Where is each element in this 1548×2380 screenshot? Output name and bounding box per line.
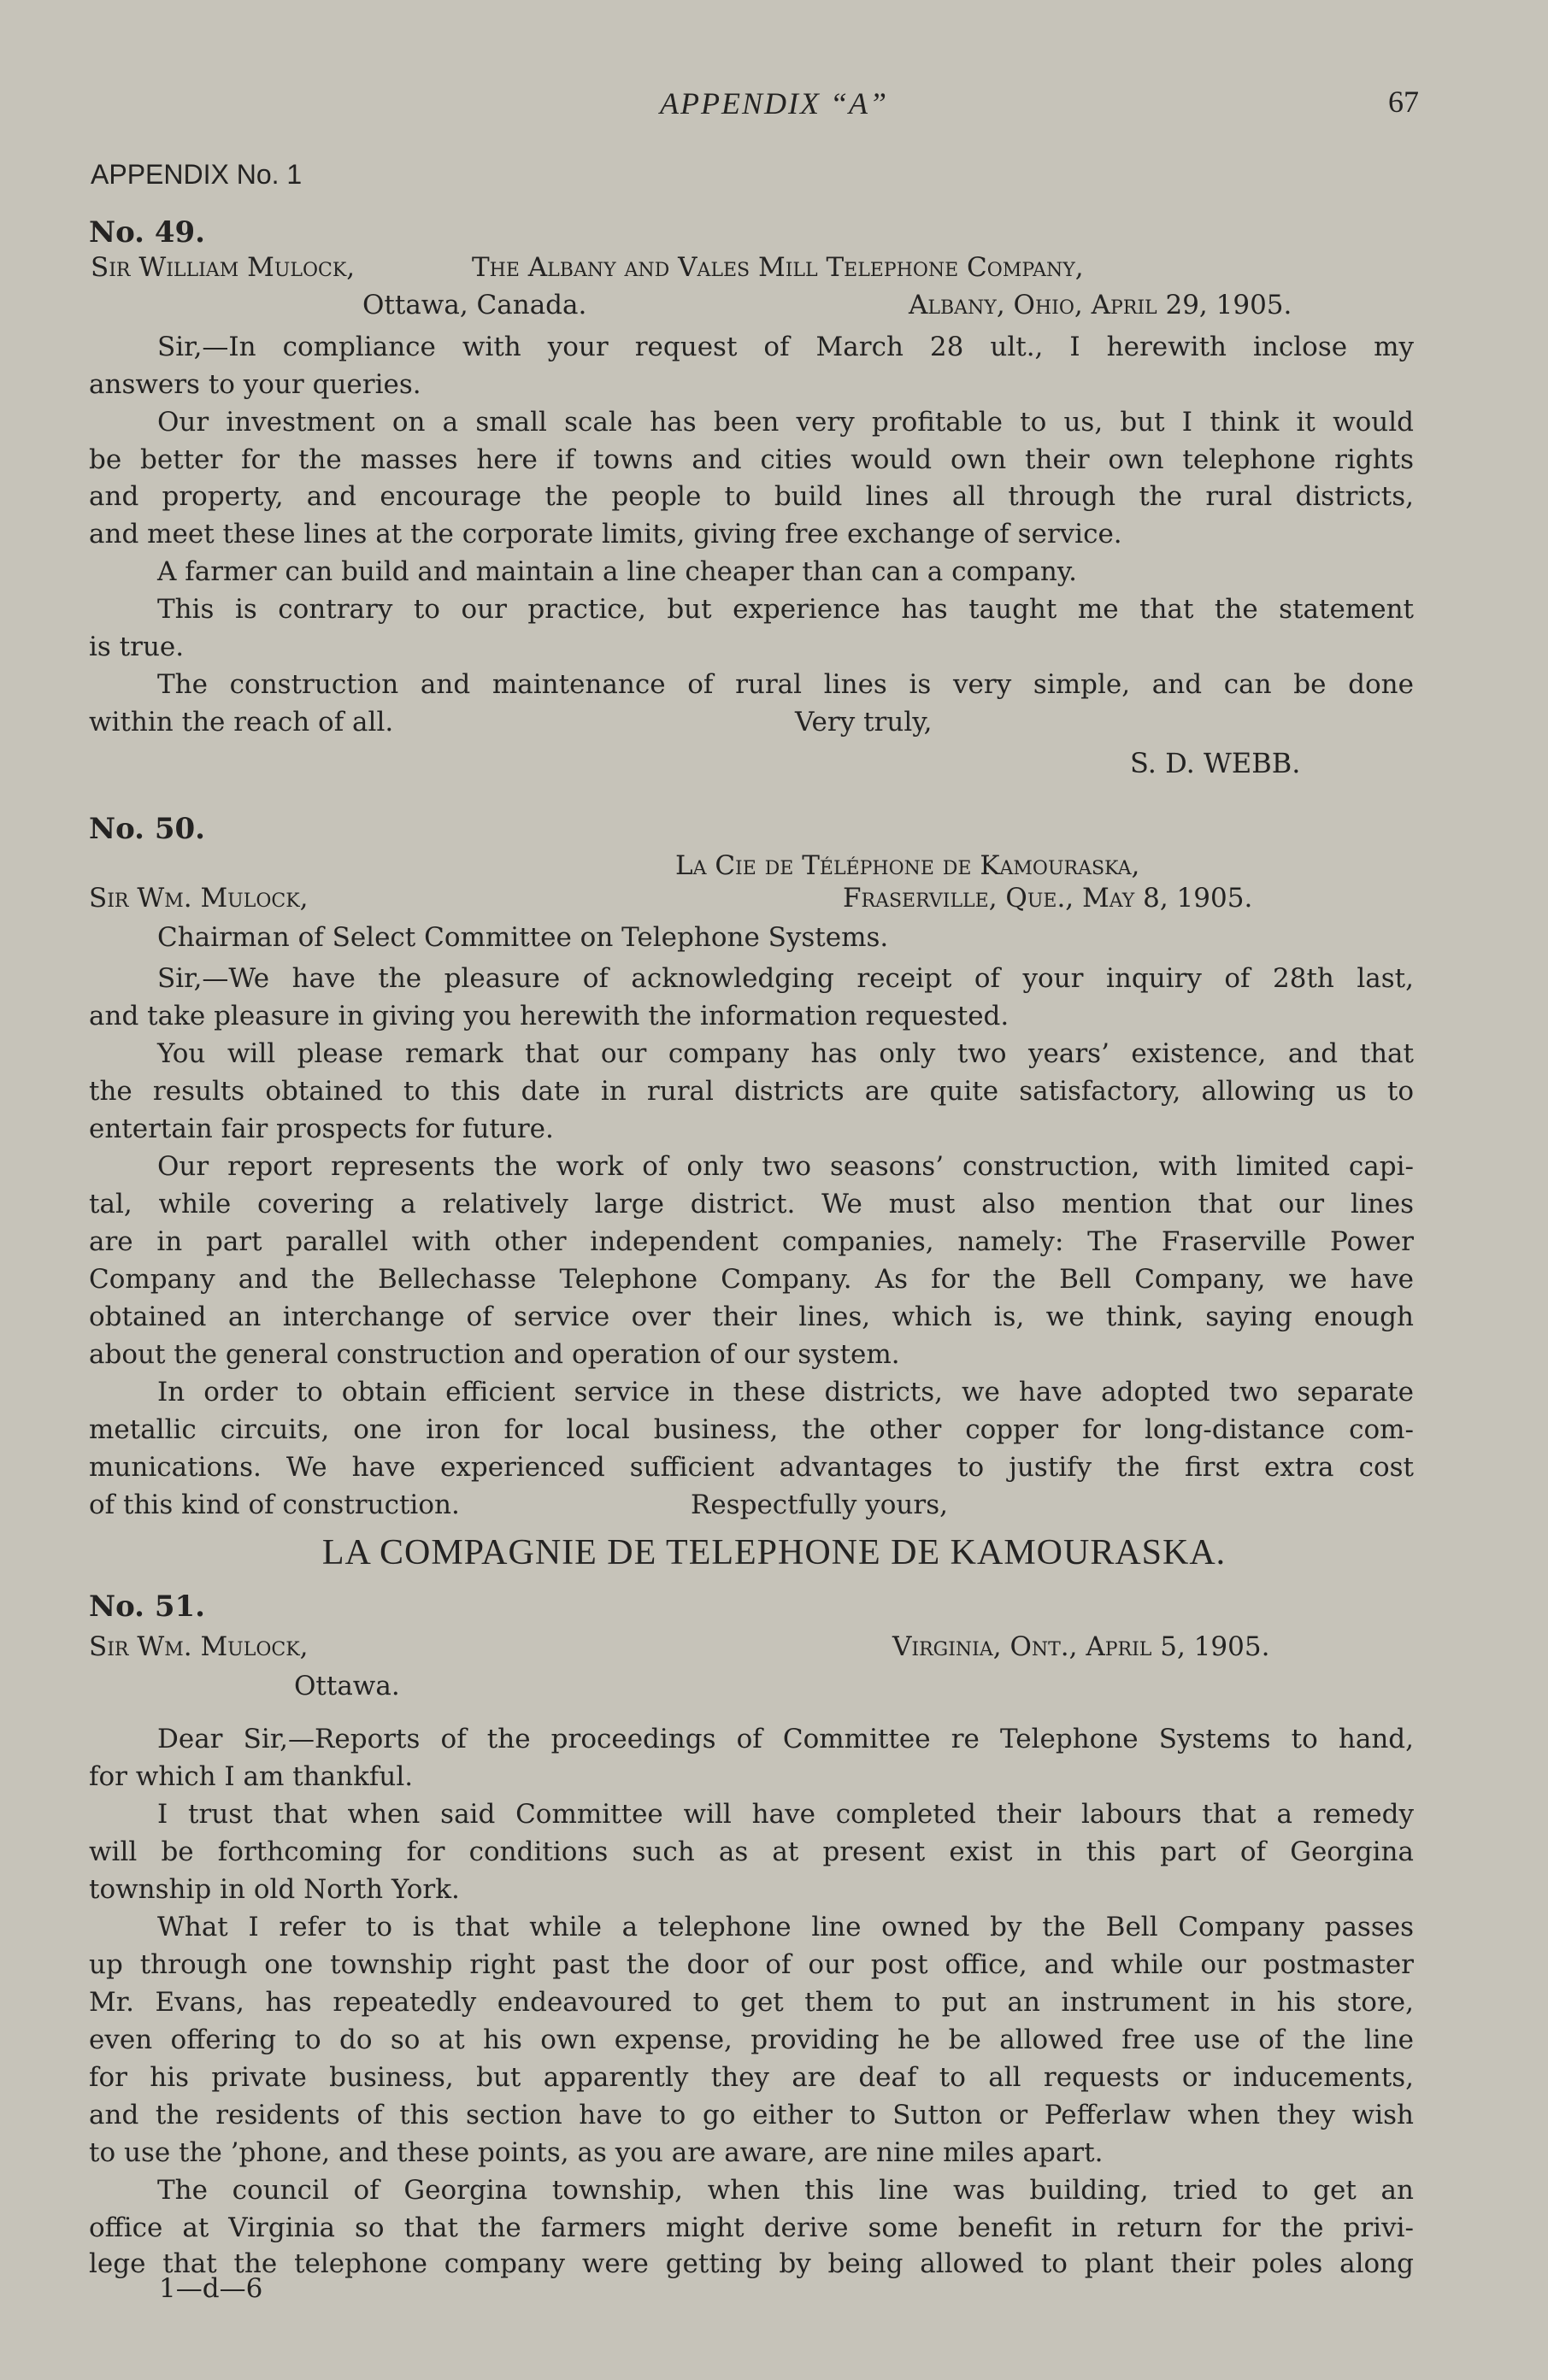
letter-50-line: Our report represents the work of only two seasons’ construction, with limited capi- xyxy=(157,1151,1414,1182)
letter-51-line: Mr. Evans, has repeatedly endeavoured to get them to put an instrument in his store, xyxy=(89,1987,1414,2018)
letter-50-signature: LA COMPAGNIE DE TELEPHONE DE KAMOURASKA. xyxy=(321,1533,1227,1572)
letter-50-line: entertain fair prospects for future. xyxy=(89,1114,554,1144)
letter-50-line: Sir,—We have the pleasure of acknowledging receipt of your inquiry of 28th last, xyxy=(157,963,1414,994)
letter-49-addressee: Sir William Mulock, xyxy=(91,252,356,283)
letter-50-line: of this kind of construction. xyxy=(89,1490,460,1520)
letter-49-line: Our investment on a small scale has been very profitable to us, but I think it would xyxy=(157,407,1414,438)
letter-51-line: township in old North York. xyxy=(89,1874,460,1905)
letter-51-line: and the residents of this section have to go either to Sutton or Pefferlaw when they wish xyxy=(89,2100,1414,2130)
letter-50-company: La Cie de Téléphone de Kamouraska, xyxy=(675,850,1140,881)
letter-50-line: and take pleasure in giving you herewith the information requested. xyxy=(89,1001,1009,1031)
letter-51-line: The council of Georgina township, when this line was building, tried to get an xyxy=(157,2175,1414,2206)
running-header: APPENDIX “A” xyxy=(660,86,888,120)
letter-50-line: are in part parallel with other independent companies, namely: The Fraserville Power xyxy=(89,1226,1414,1257)
letter-50-line: tal, while covering a relatively large district. We must also mention that our lines xyxy=(89,1189,1414,1219)
page-number: 67 xyxy=(1388,85,1419,119)
letter-50-line: obtained an interchange of service over their lines, which is, we think, saying enough xyxy=(89,1302,1414,1332)
letter-50-line: the results obtained to this date in rural districts are quite satisfactory, allowing us to xyxy=(89,1076,1414,1107)
letter-50-line: about the general construction and operation of our system. xyxy=(89,1339,900,1370)
signature-mark: 1—d—6 xyxy=(159,2273,263,2304)
letter-51-number: No. 51. xyxy=(89,1590,205,1624)
letter-51-line: even offering to do so at his own expense, providing he be allowed free use of the line xyxy=(89,2024,1414,2055)
letter-51-line: I trust that when said Committee will have completed their labours that a remedy xyxy=(157,1799,1414,1830)
letter-51-line: office at Virginia so that the farmers might derive some benefit in return for the privi- xyxy=(89,2213,1414,2243)
letter-50-line: Company and the Bellechasse Telephone Company. As for the Bell Company, we have xyxy=(89,1264,1414,1295)
letter-51-line: will be forthcoming for conditions such as at present exist in this part of Georgina xyxy=(89,1836,1414,1867)
letter-50-closing: Respectfully yours, xyxy=(691,1490,948,1520)
letter-49-line: A farmer can build and maintain a line cheaper than can a company. xyxy=(157,556,1078,587)
letter-50-number: No. 50. xyxy=(89,812,205,846)
letter-49-signature: S. D. WEBB. xyxy=(1130,747,1301,779)
letter-49-line: within the reach of all. xyxy=(89,707,394,738)
letter-51-line: to use the ’phone, and these points, as you are aware, are nine miles apart. xyxy=(89,2137,1104,2168)
letter-51-line: Dear Sir,—Reports of the proceedings of Committee re Telephone Systems to hand, xyxy=(157,1724,1414,1754)
letter-49-addressee-place: Ottawa, Canada. xyxy=(362,290,587,320)
letter-51-place-date: Virginia, Ont., April 5, 1905. xyxy=(892,1631,1270,1662)
letter-49-number: No. 49. xyxy=(89,215,205,250)
letter-49-line: and property, and encourage the people to build lines all through the rural districts, xyxy=(89,481,1414,512)
letter-49-closing: Very truly, xyxy=(795,707,933,738)
letter-50-addressee-title: Chairman of Select Committee on Telephone Systems. xyxy=(157,922,889,953)
letter-49-place-date: Albany, Ohio, April 29, 1905. xyxy=(909,290,1292,320)
letter-49-line: answers to your queries. xyxy=(89,369,421,400)
letter-49-line: The construction and maintenance of rural lines is very simple, and can be done xyxy=(157,669,1414,700)
letter-49-line: is true. xyxy=(89,632,185,662)
letter-49-line: Sir,—In compliance with your request of March 28 ult., I herewith inclose my xyxy=(157,332,1414,362)
letter-51-addressee-place: Ottawa. xyxy=(294,1671,400,1701)
letter-51-line: up through one township right past the door of our post office, and while our postmaster xyxy=(89,1949,1414,1980)
letter-51-addressee: Sir Wm. Mulock, xyxy=(89,1631,309,1662)
letter-50-line: metallic circuits, one iron for local business, the other copper for long-distance com- xyxy=(89,1414,1414,1445)
letter-50-place-date: Fraserville, Que., May 8, 1905. xyxy=(843,883,1253,914)
letter-51-line: lege that the telephone company were getting by being allowed to plant their poles along xyxy=(89,2248,1414,2279)
letter-50-line: munications. We have experienced sufficient advantages to justify the first extra cost xyxy=(89,1452,1414,1483)
letter-49-line: and meet these lines at the corporate limits, giving free exchange of service. xyxy=(89,519,1122,549)
letter-51-line: for his private business, but apparently they are deaf to all requests or inducements, xyxy=(89,2062,1414,2093)
letter-49-company: The Albany and Vales Mill Telephone Company, xyxy=(472,252,1084,283)
appendix-label: APPENDIX No. 1 xyxy=(91,159,303,190)
letter-49-line: This is contrary to our practice, but experience has taught me that the statement xyxy=(157,594,1414,625)
letter-49-line: be better for the masses here if towns and cities would own their own telephone rights xyxy=(89,444,1414,475)
letter-51-line: for which I am thankful. xyxy=(89,1761,414,1792)
letter-51-line: What I refer to is that while a telephone line owned by the Bell Company passes xyxy=(157,1912,1414,1942)
letter-50-line: You will please remark that our company has only two years’ existence, and that xyxy=(157,1038,1414,1069)
letter-50-line: In order to obtain efficient service in these districts, we have adopted two separate xyxy=(157,1377,1414,1407)
letter-50-addressee: Sir Wm. Mulock, xyxy=(89,883,309,914)
